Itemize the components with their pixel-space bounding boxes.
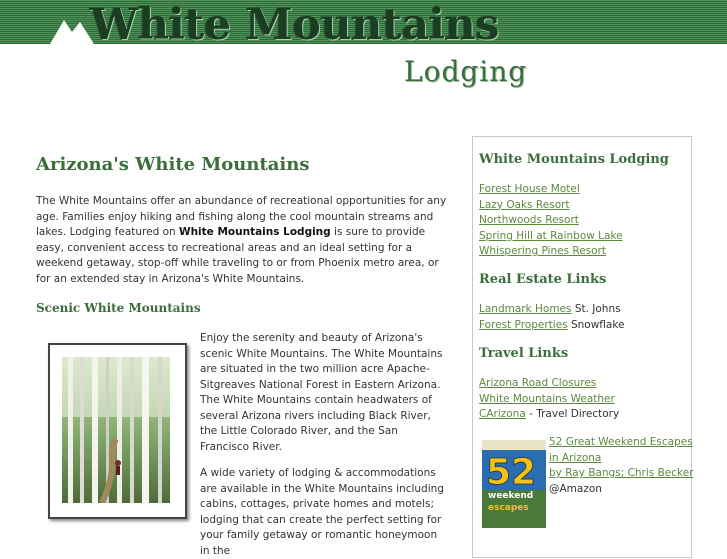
book-store-label: @Amazon — [549, 482, 602, 495]
book-cover-word1: weekend — [488, 491, 534, 501]
lodging-paragraph: A wide variety of lodging & accommodations are available in the White Mountains including cabins, cottages, private homes and motels; lodging that can create the perfect setting for your family getaway or romantic honeymoon in the — [200, 467, 444, 557]
travel-link-carizona[interactable]: CArizona — [479, 408, 526, 420]
lodging-link-forest-house[interactable]: Forest House Motel — [479, 183, 580, 195]
realestate-location: St. Johns — [571, 303, 621, 315]
intro-paragraph — [36, 194, 448, 287]
forest-photo — [62, 357, 170, 503]
realestate-item — [479, 302, 625, 318]
book-cover-number: 52 — [486, 452, 537, 493]
scenic-heading: Scenic White Mountains — [36, 301, 201, 315]
realestate-links — [479, 302, 625, 333]
book-cover-image[interactable] — [482, 440, 546, 528]
intro-text-start: The White Mountains offer an abundance of recreational opportunities for any age. Families enjoy hiking and fishing along the cool mountain streams and lakes. Lodging featured on — [36, 195, 447, 238]
intro-bold-site-name: White Mountains Lodging — [179, 226, 331, 238]
book-authors-link[interactable]: by Ray Bangs; Chris Becker — [549, 467, 694, 479]
book-title-link-line2[interactable]: in Arizona — [549, 451, 602, 464]
travel-link-road-closures[interactable]: Arizona Road Closures — [479, 377, 597, 389]
lodging-heading: White Mountains Lodging — [479, 152, 669, 167]
book-title-link-line1[interactable]: 52 Great Weekend Escapes — [549, 436, 693, 448]
lodging-link-spring-hill[interactable]: Spring Hill at Rainbow Lake — [479, 229, 623, 242]
lodging-link-lazy-oaks[interactable]: Lazy Oaks Resort — [479, 198, 570, 211]
site-title[interactable]: White Mountains — [90, 0, 499, 44]
realestate-location: Snowflake — [567, 318, 625, 331]
travel-item — [479, 376, 619, 392]
mountain-logo-icon — [50, 16, 94, 44]
lodging-links — [479, 182, 623, 260]
main-content — [36, 152, 446, 178]
travel-item — [479, 392, 619, 408]
site-subtitle: Lodging — [404, 55, 528, 88]
header-banner — [0, 0, 727, 44]
lodging-link-northwoods[interactable]: Northwoods Resort — [479, 214, 579, 226]
travel-heading: Travel Links — [479, 346, 569, 361]
realestate-heading: Real Estate Links — [479, 272, 607, 287]
intro-text-end: is sure to provide easy, convenient access to recreational areas and an ideal setting for a weekend getaway, stop-off while traveling to or from Phoenix metro area, or for an extended stay in Arizona's White Mountains. — [36, 226, 439, 285]
book-cover-word2: escapes — [488, 503, 529, 513]
travel-item — [479, 407, 619, 423]
realestate-link-forest-properties[interactable]: Forest Properties — [479, 318, 568, 331]
realestate-link-landmark[interactable]: Landmark Homes — [479, 303, 572, 315]
lodging-link-whispering-pines[interactable]: Whispering Pines Resort — [479, 245, 606, 257]
travel-links — [479, 376, 619, 423]
book-promo — [549, 435, 694, 497]
sidebar — [472, 136, 692, 558]
page-title: Arizona's White Mountains — [36, 154, 310, 175]
travel-suffix: - Travel Directory — [525, 408, 620, 420]
travel-link-weather[interactable]: White Mountains Weather — [479, 392, 615, 405]
forest-photo-frame — [48, 343, 187, 519]
realestate-item — [479, 318, 625, 334]
scenic-paragraph: Enjoy the serenity and beauty of Arizona's scenic White Mountains. The White Mountains are situated in the two million acre Apache-Sitgreaves National Forest in Eastern Arizona. The White Mountains contain headwaters of several Arizona rivers including Black River, the Little Colorado River, and the San Francisco River. — [200, 332, 443, 453]
